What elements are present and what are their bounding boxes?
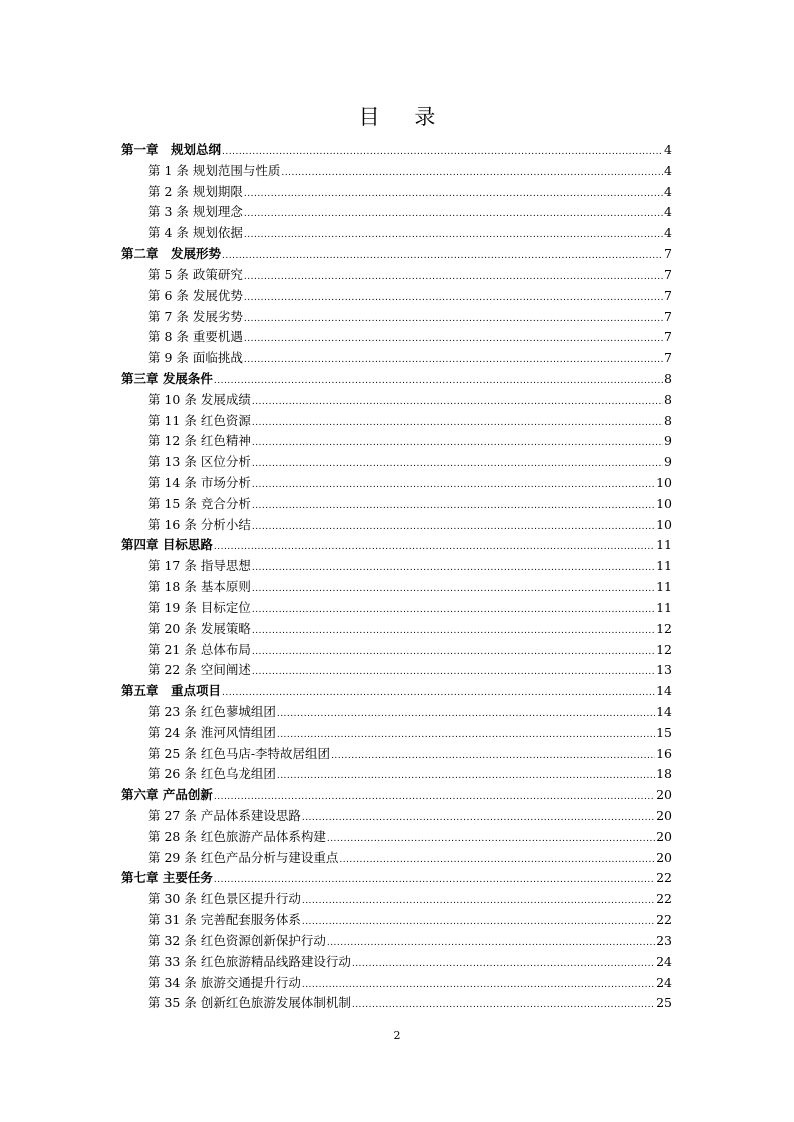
- toc-entry-page-number: 9: [664, 433, 672, 449]
- toc-entry-label: 第五章 重点项目: [121, 683, 222, 699]
- toc-article-entry[interactable]: [121, 952, 672, 973]
- toc-article-entry[interactable]: [121, 202, 672, 223]
- toc-entry-label: 第 23 条 红色蓼城组团: [148, 703, 276, 719]
- toc-entry-label: 第六章 产品创新: [121, 787, 213, 803]
- toc-dot-leader: [252, 392, 663, 413]
- toc-dot-leader: [252, 600, 655, 621]
- toc-entry-page-number: 23: [656, 932, 672, 948]
- toc-dot-leader: [252, 433, 663, 454]
- toc-dot-leader: [281, 163, 663, 184]
- toc-article-entry[interactable]: [121, 764, 672, 785]
- toc-entry-label: 第 29 条 红色产品分析与建设重点: [148, 849, 339, 865]
- toc-entry-page-number: 12: [656, 620, 672, 636]
- toc-dot-leader: [214, 870, 655, 891]
- toc-article-entry[interactable]: [121, 910, 672, 931]
- toc-entry-label: 第 8 条 重要机遇: [148, 329, 243, 345]
- toc-article-entry[interactable]: [121, 973, 672, 994]
- toc-article-entry[interactable]: [121, 660, 672, 681]
- toc-entry-label: 第 20 条 发展策略: [148, 620, 251, 636]
- toc-dot-leader: [277, 704, 655, 725]
- toc-article-entry[interactable]: [121, 431, 672, 452]
- toc-entry-page-number: 7: [664, 246, 672, 262]
- toc-entry-page-number: 7: [664, 329, 672, 345]
- toc-chapter-entry[interactable]: [121, 244, 672, 265]
- toc-entry-page-number: 24: [656, 974, 672, 990]
- toc-entry-label: 第 21 条 总体布局: [148, 641, 251, 657]
- toc-dot-leader: [302, 912, 655, 933]
- toc-entry-page-number: 11: [656, 558, 672, 574]
- toc-dot-leader: [252, 496, 655, 517]
- toc-dot-leader: [302, 891, 655, 912]
- toc-entry-page-number: 12: [656, 641, 672, 657]
- toc-dot-leader: [331, 746, 655, 767]
- toc-entry-page-number: 7: [664, 287, 672, 303]
- toc-entry-label: 第 24 条 淮河风情组团: [148, 724, 276, 740]
- toc-entry-page-number: 10: [656, 516, 672, 532]
- toc-article-entry[interactable]: [121, 556, 672, 577]
- page-number: 2: [393, 1029, 401, 1042]
- toc-article-entry[interactable]: [121, 744, 672, 765]
- toc-article-entry[interactable]: [121, 327, 672, 348]
- toc-entry-label: 第 5 条 政策研究: [148, 266, 243, 282]
- toc-entry-page-number: 9: [664, 454, 672, 470]
- toc-chapter-entry[interactable]: [121, 681, 672, 702]
- toc-dot-leader: [252, 621, 655, 642]
- toc-entry-label: 第 32 条 红色资源创新保护行动: [148, 932, 326, 948]
- toc-entry-label: 第 6 条 发展优势: [148, 287, 243, 303]
- toc-dot-leader: [302, 975, 655, 996]
- toc-entry-page-number: 22: [656, 891, 672, 907]
- toc-article-entry[interactable]: [121, 598, 672, 619]
- toc-article-entry[interactable]: [121, 348, 672, 369]
- toc-article-entry[interactable]: [121, 473, 672, 494]
- toc-entry-label: 第 9 条 面临挑战: [148, 350, 243, 366]
- toc-entry-page-number: 4: [664, 142, 672, 157]
- toc-entry-page-number: 20: [656, 828, 672, 844]
- toc-dot-leader: [252, 558, 655, 579]
- toc-entry-page-number: 14: [656, 683, 672, 699]
- toc-dot-leader: [252, 454, 663, 475]
- toc-entry-label: 第 13 条 区位分析: [148, 454, 251, 470]
- toc-entry-label: 第 28 条 红色旅游产品体系构建: [148, 828, 326, 844]
- toc-article-entry[interactable]: [121, 577, 672, 598]
- toc-entry-page-number: 8: [664, 412, 672, 428]
- toc-entry-label: 第 31 条 完善配套服务体系: [148, 912, 301, 928]
- toc-article-entry[interactable]: [121, 619, 672, 640]
- toc-entry-page-number: 4: [664, 162, 672, 178]
- toc-entry-page-number: 14: [656, 703, 672, 719]
- toc-entry-label: 第 30 条 红色景区提升行动: [148, 891, 301, 907]
- toc-article-entry[interactable]: [121, 931, 672, 952]
- toc-dot-leader: [222, 246, 663, 267]
- toc-article-entry[interactable]: [121, 889, 672, 910]
- toc-entry-page-number: 20: [656, 849, 672, 865]
- toc-dot-leader: [214, 787, 655, 808]
- toc-chapter-entry[interactable]: [121, 140, 672, 161]
- toc-entry-page-number: 10: [656, 495, 672, 511]
- toc-entry-label: 第 25 条 红色马店-李特故居组团: [148, 745, 331, 761]
- toc-article-entry[interactable]: [121, 223, 672, 244]
- toc-dot-leader: [302, 808, 655, 829]
- toc-dot-leader: [214, 537, 655, 558]
- toc-entry-page-number: 11: [656, 537, 672, 553]
- toc-dot-leader: [222, 142, 663, 163]
- toc-article-entry[interactable]: [121, 993, 672, 1014]
- toc-entry-label: 第一章 规划总纲: [121, 142, 222, 157]
- toc-dot-leader: [244, 350, 663, 371]
- toc-dot-leader: [252, 579, 655, 600]
- toc-entry-label: 第 4 条 规划依据: [148, 225, 243, 241]
- toc-entry-page-number: 20: [656, 787, 672, 803]
- toc-entry-label: 第 19 条 目标定位: [148, 599, 251, 615]
- toc-entry-label: 第 22 条 空间阐述: [148, 662, 251, 678]
- toc-entry-label: 第 1 条 规划范围与性质: [148, 162, 281, 178]
- toc-article-entry[interactable]: [121, 307, 672, 328]
- toc-entry-page-number: 25: [656, 995, 672, 1011]
- toc-dot-leader: [222, 683, 655, 704]
- toc-dot-leader: [214, 371, 663, 392]
- toc-dot-leader: [244, 267, 663, 288]
- toc-entry-label: 第 26 条 红色乌龙组团: [148, 766, 276, 782]
- toc-dot-leader: [252, 662, 655, 683]
- toc-article-entry[interactable]: [121, 827, 672, 848]
- toc-dot-leader: [327, 933, 655, 954]
- toc-article-entry[interactable]: [121, 702, 672, 723]
- toc-dot-leader: [244, 309, 663, 330]
- toc-article-entry[interactable]: [121, 515, 672, 536]
- toc-article-entry[interactable]: [121, 265, 672, 286]
- toc-entry-label: 第 33 条 红色旅游精品线路建设行动: [148, 953, 351, 969]
- toc-entry-page-number: 24: [656, 953, 672, 969]
- toc-entry-page-number: 11: [656, 579, 672, 595]
- toc-entry-label: 第 18 条 基本原则: [148, 579, 251, 595]
- toc-entry-page-number: 8: [664, 370, 672, 386]
- toc-dot-leader: [244, 288, 663, 309]
- toc-dot-leader: [352, 995, 655, 1016]
- toc-article-entry[interactable]: [121, 161, 672, 182]
- toc-entry-label: 第 10 条 发展成绩: [148, 391, 251, 407]
- toc-dot-leader: [244, 225, 663, 246]
- toc-entry-label: 第 35 条 创新红色旅游发展体制机制: [148, 995, 351, 1011]
- toc-dot-leader: [339, 850, 655, 871]
- toc-article-entry[interactable]: [121, 411, 672, 432]
- toc-dot-leader: [244, 184, 663, 205]
- toc-entry-label: 第三章 发展条件: [121, 370, 213, 386]
- toc-entry-label: 第二章 发展形势: [121, 246, 222, 262]
- toc-entry-label: 第 11 条 红色资源: [148, 412, 251, 428]
- table-of-contents: [121, 140, 672, 1014]
- toc-dot-leader: [327, 829, 655, 850]
- toc-entry-page-number: 13: [656, 662, 672, 678]
- toc-entry-label: 第 16 条 分析小结: [148, 516, 251, 532]
- toc-entry-page-number: 4: [664, 225, 672, 241]
- toc-entry-page-number: 11: [656, 599, 672, 615]
- toc-entry-page-number: 7: [664, 350, 672, 366]
- toc-entry-label: 第七章 主要任务: [121, 870, 213, 886]
- toc-entry-page-number: 22: [656, 870, 672, 886]
- toc-article-entry[interactable]: [121, 848, 672, 869]
- toc-entry-page-number: 7: [664, 266, 672, 282]
- toc-entry-label: 第 14 条 市场分析: [148, 475, 251, 490]
- toc-chapter-entry[interactable]: [121, 868, 672, 889]
- toc-entry-label: 第 27 条 产品体系建设思路: [148, 808, 301, 823]
- toc-entry-label: 第四章 目标思路: [121, 537, 213, 553]
- toc-entry-page-number: 4: [664, 183, 672, 199]
- toc-dot-leader: [244, 204, 663, 225]
- toc-chapter-entry[interactable]: [121, 369, 672, 390]
- toc-article-entry[interactable]: [121, 494, 672, 515]
- toc-entry-page-number: 22: [656, 912, 672, 928]
- toc-dot-leader: [252, 475, 655, 496]
- toc-dot-leader: [277, 766, 655, 787]
- toc-article-entry[interactable]: [121, 286, 672, 307]
- toc-entry-label: 第 3 条 规划理念: [148, 204, 243, 220]
- toc-chapter-entry[interactable]: [121, 535, 672, 556]
- toc-entry-page-number: 8: [664, 391, 672, 407]
- toc-entry-label: 第 17 条 指导思想: [148, 558, 251, 574]
- toc-article-entry[interactable]: [121, 723, 672, 744]
- toc-dot-leader: [252, 642, 655, 663]
- toc-article-entry[interactable]: [121, 806, 672, 827]
- toc-dot-leader: [352, 954, 655, 975]
- toc-article-entry[interactable]: [121, 640, 672, 661]
- toc-dot-leader: [244, 329, 663, 350]
- toc-entry-label: 第 2 条 规划期限: [148, 183, 243, 199]
- toc-dot-leader: [277, 725, 655, 746]
- toc-entry-label: 第 15 条 竞合分析: [148, 495, 251, 511]
- toc-entry-page-number: 16: [656, 745, 672, 761]
- toc-dot-leader: [252, 413, 663, 434]
- toc-entry-page-number: 20: [656, 808, 672, 823]
- toc-chapter-entry[interactable]: [121, 785, 672, 806]
- toc-dot-leader: [252, 517, 655, 538]
- toc-article-entry[interactable]: [121, 182, 672, 203]
- toc-entry-page-number: 7: [664, 308, 672, 324]
- toc-entry-label: 第 12 条 红色精神: [148, 433, 251, 449]
- toc-entry-page-number: 15: [656, 724, 672, 740]
- page-title: 目 录: [358, 105, 450, 129]
- toc-entry-page-number: 18: [656, 766, 672, 782]
- toc-entry-page-number: 4: [664, 204, 672, 220]
- toc-article-entry[interactable]: [121, 452, 672, 473]
- toc-entry-label: 第 7 条 发展劣势: [148, 308, 243, 324]
- toc-entry-page-number: 10: [656, 475, 672, 490]
- toc-entry-label: 第 34 条 旅游交通提升行动: [148, 974, 301, 990]
- toc-article-entry[interactable]: [121, 390, 672, 411]
